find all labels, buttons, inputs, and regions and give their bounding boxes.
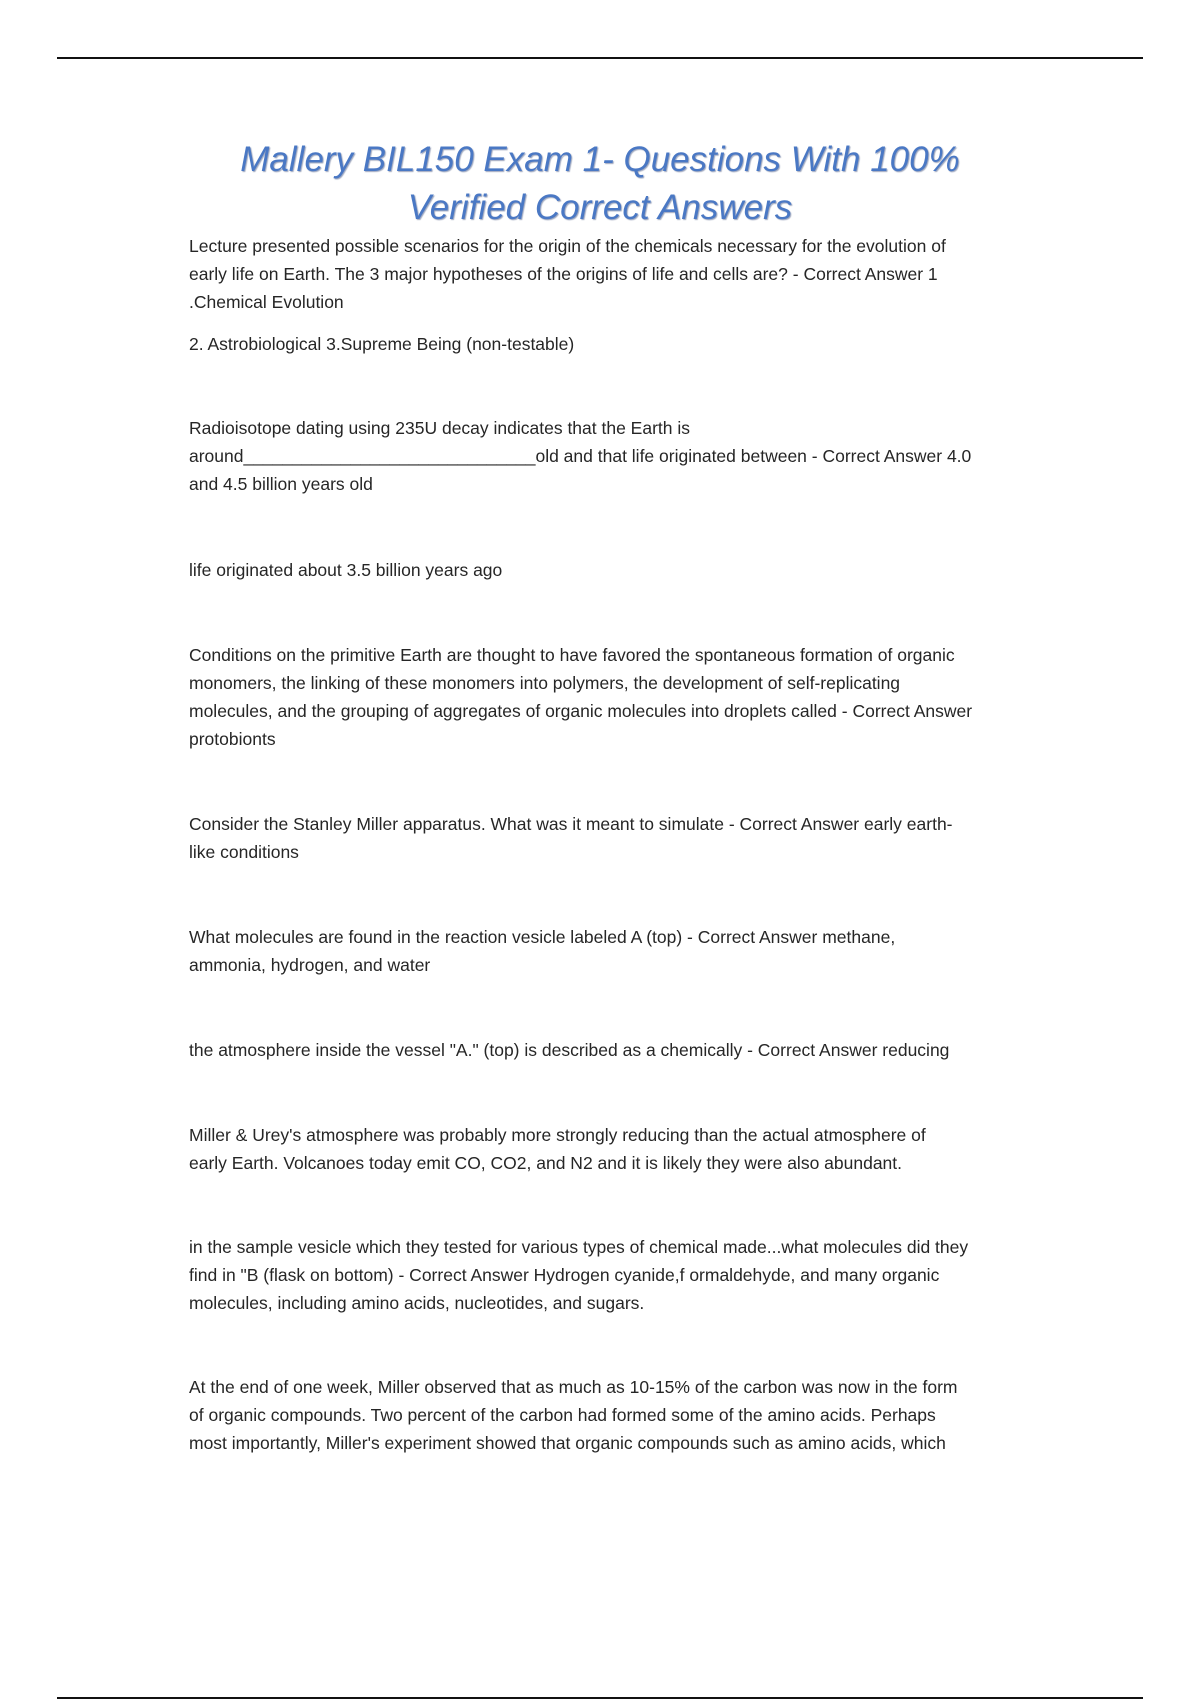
document-title: [150, 136, 1050, 232]
paragraph-line: and 4.5 billion years old: [189, 474, 373, 494]
top-rule: [57, 57, 1143, 59]
paragraph-life-origin: [189, 556, 1049, 584]
title-line: Verified Correct Answers: [407, 188, 793, 227]
paragraph-miller-apparatus: [189, 810, 1049, 866]
paragraph-line: early life on Earth. The 3 major hypotheses of the origins of life and cells are? - Correct Answer 1: [189, 264, 938, 284]
title-line: Mallery BIL150 Exam 1- Questions With 100%: [240, 140, 960, 179]
paragraph-line: ammonia, hydrogen, and water: [189, 955, 431, 975]
paragraph-line: life originated about 3.5 billion years ago: [189, 560, 503, 580]
paragraph-line: find in "B (flask on bottom) - Correct Answer Hydrogen cyanide,f ormaldehyde, and many organic: [189, 1265, 940, 1285]
paragraph-line: molecules, and the grouping of aggregates of organic molecules into droplets called - Correct Answer: [189, 701, 973, 721]
bottom-rule: [57, 1697, 1143, 1699]
paragraph-line: molecules, including amino acids, nucleotides, and sugars.: [189, 1293, 645, 1313]
paragraph-vesicle-b: [189, 1233, 1049, 1317]
paragraph-line: Consider the Stanley Miller apparatus. What was it meant to simulate - Correct Answer early earth-: [189, 814, 953, 834]
paragraph-line: of organic compounds. Two percent of the carbon had formed some of the amino acids. Perhaps: [189, 1405, 936, 1425]
paragraph-line: Radioisotope dating using 235U decay indicates that the Earth is: [189, 418, 691, 438]
paragraph-line: At the end of one week, Miller observed that as much as 10-15% of the carbon was now in the form: [189, 1377, 958, 1397]
paragraph-line: early Earth. Volcanoes today emit CO, CO2, and N2 and it is likely they were also abundant.: [189, 1153, 903, 1173]
paragraph-reducing-atmosphere: [189, 1036, 1049, 1064]
paragraph-line: What molecules are found in the reaction vesicle labeled A (top) - Correct Answer methane,: [189, 927, 896, 947]
paragraph-vesicle-a: [189, 923, 1049, 979]
paragraph-line: most importantly, Miller's experiment showed that organic compounds such as amino acids, which: [189, 1433, 946, 1453]
paragraph-line: protobionts: [189, 729, 276, 749]
paragraph-line: in the sample vesicle which they tested for various types of chemical made...what molecules did they: [189, 1237, 969, 1257]
paragraph-line: Conditions on the primitive Earth are thought to have favored the spontaneous formation of organic: [189, 645, 955, 665]
paragraph-line: like conditions: [189, 842, 299, 862]
paragraph-line: Miller & Urey's atmosphere was probably more strongly reducing than the actual atmosphere of: [189, 1125, 926, 1145]
paragraph-one-week-results: [189, 1373, 1049, 1457]
paragraph-line: 2. Astrobiological 3.Supreme Being (non-testable): [189, 334, 575, 354]
paragraph-line: monomers, the linking of these monomers into polymers, the development of self-replicating: [189, 673, 901, 693]
paragraph-line: .Chemical Evolution: [189, 292, 344, 312]
paragraph-line: around______________________________old and that life originated between - Correct Answer 4.0: [189, 446, 972, 466]
paragraph-chemical-origins: [189, 232, 1049, 316]
paragraph-line: the atmosphere inside the vessel "A." (top) is described as a chemically - Correct Answer reducing: [189, 1040, 950, 1060]
paragraph-hypotheses-continued: [189, 330, 1049, 358]
paragraph-primitive-earth: [189, 641, 1049, 753]
paragraph-miller-urey: [189, 1121, 1049, 1177]
paragraph-radioisotope-dating: [189, 414, 1049, 498]
paragraph-line: Lecture presented possible scenarios for the origin of the chemicals necessary for the evolution of: [189, 236, 946, 256]
